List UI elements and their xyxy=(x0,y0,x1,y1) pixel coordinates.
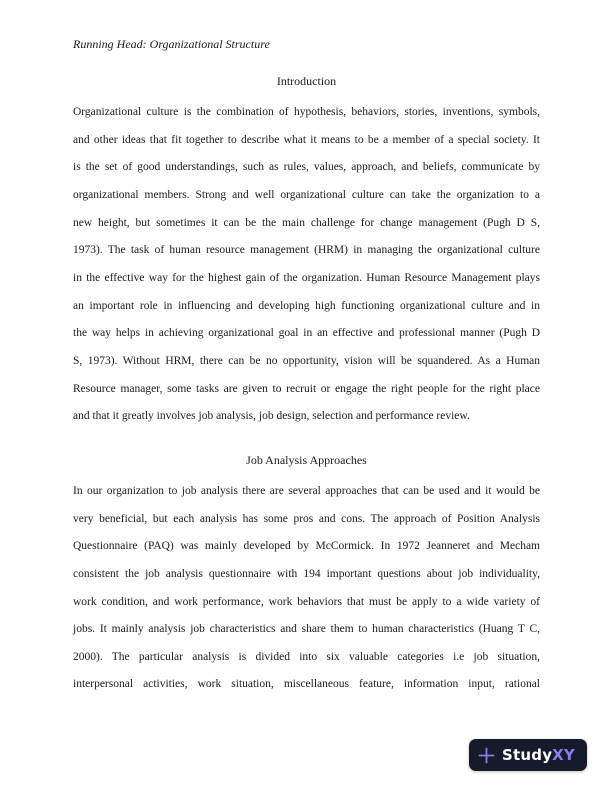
body-line: 2000). The particular analysis is divided into six valuable categories i.e job situation, xyxy=(73,650,540,663)
document-flow xyxy=(73,73,540,699)
body-line: organizational members. Strong and well organizational culture can take the organization to a xyxy=(73,188,540,201)
body-line: In our organization to job analysis there are several approaches that can be used and it would be xyxy=(73,484,540,497)
body-line: Resource manager, some tasks are given to recruit or engage the right people for the right place xyxy=(73,382,540,395)
body-line: work condition, and work performance, work behaviors that must be apply to a wide variety of xyxy=(73,595,540,608)
running-head: Running Head: Organizational Structure xyxy=(73,37,270,51)
body-line: in the effective way for the highest gain of the organization. Human Resource Management plays xyxy=(73,271,540,284)
body-line: Organizational culture is the combination of hypothesis, behaviors, stories, inventions, symbols, xyxy=(73,106,540,118)
body-line: Questionnaire (PAQ) was mainly developed by McCormick. In 1972 Jeanneret and Mecham xyxy=(73,540,540,553)
body-line: new height, but sometimes it can be the main challenge for change management (Pugh D S, xyxy=(73,216,540,229)
body-line: and that it greatly involves job analysis, job design, selection and performance review. xyxy=(73,410,470,423)
body-line: jobs. It mainly analysis job characteristics and share them to human characteristics (Huang T C, xyxy=(73,623,540,636)
body-line: 1973). The task of human resource management (HRM) in managing the organizational culture xyxy=(73,244,540,257)
body-line: and other ideas that fit together to describe what it means to be a member of a special society. It xyxy=(73,133,540,146)
studyxy-watermark xyxy=(469,739,587,771)
body-line: is the set of good understandings, such as rules, values, approach, and beliefs, communicate by xyxy=(73,161,540,174)
brand-wordmark xyxy=(502,746,575,764)
page-content xyxy=(73,36,540,699)
section-heading: Job Analysis Approaches xyxy=(246,452,367,467)
body-line: interpersonal activities, work situation, miscellaneous feature, information input, rational xyxy=(73,678,540,691)
brand-name-accent: XY xyxy=(552,746,575,764)
body-line: the way helps in achieving organizational goal in an effective and professional manner (Pugh D xyxy=(73,327,540,340)
brand-name-primary: Study xyxy=(502,746,553,764)
body-line: S, 1973). Without HRM, there can be no opportunity, vision will be squandered. As a Human xyxy=(73,354,540,367)
body-line: consistent the job analysis questionnaire with 194 important questions about job individuality, xyxy=(73,567,540,580)
plus-icon xyxy=(478,747,495,764)
body-line: very beneficial, but each analysis has some pros and cons. The approach of Position Analysis xyxy=(73,512,540,525)
section-heading: Introduction xyxy=(276,74,337,88)
body-line: an important role in influencing and developing high functioning organizational culture and in xyxy=(73,299,540,312)
